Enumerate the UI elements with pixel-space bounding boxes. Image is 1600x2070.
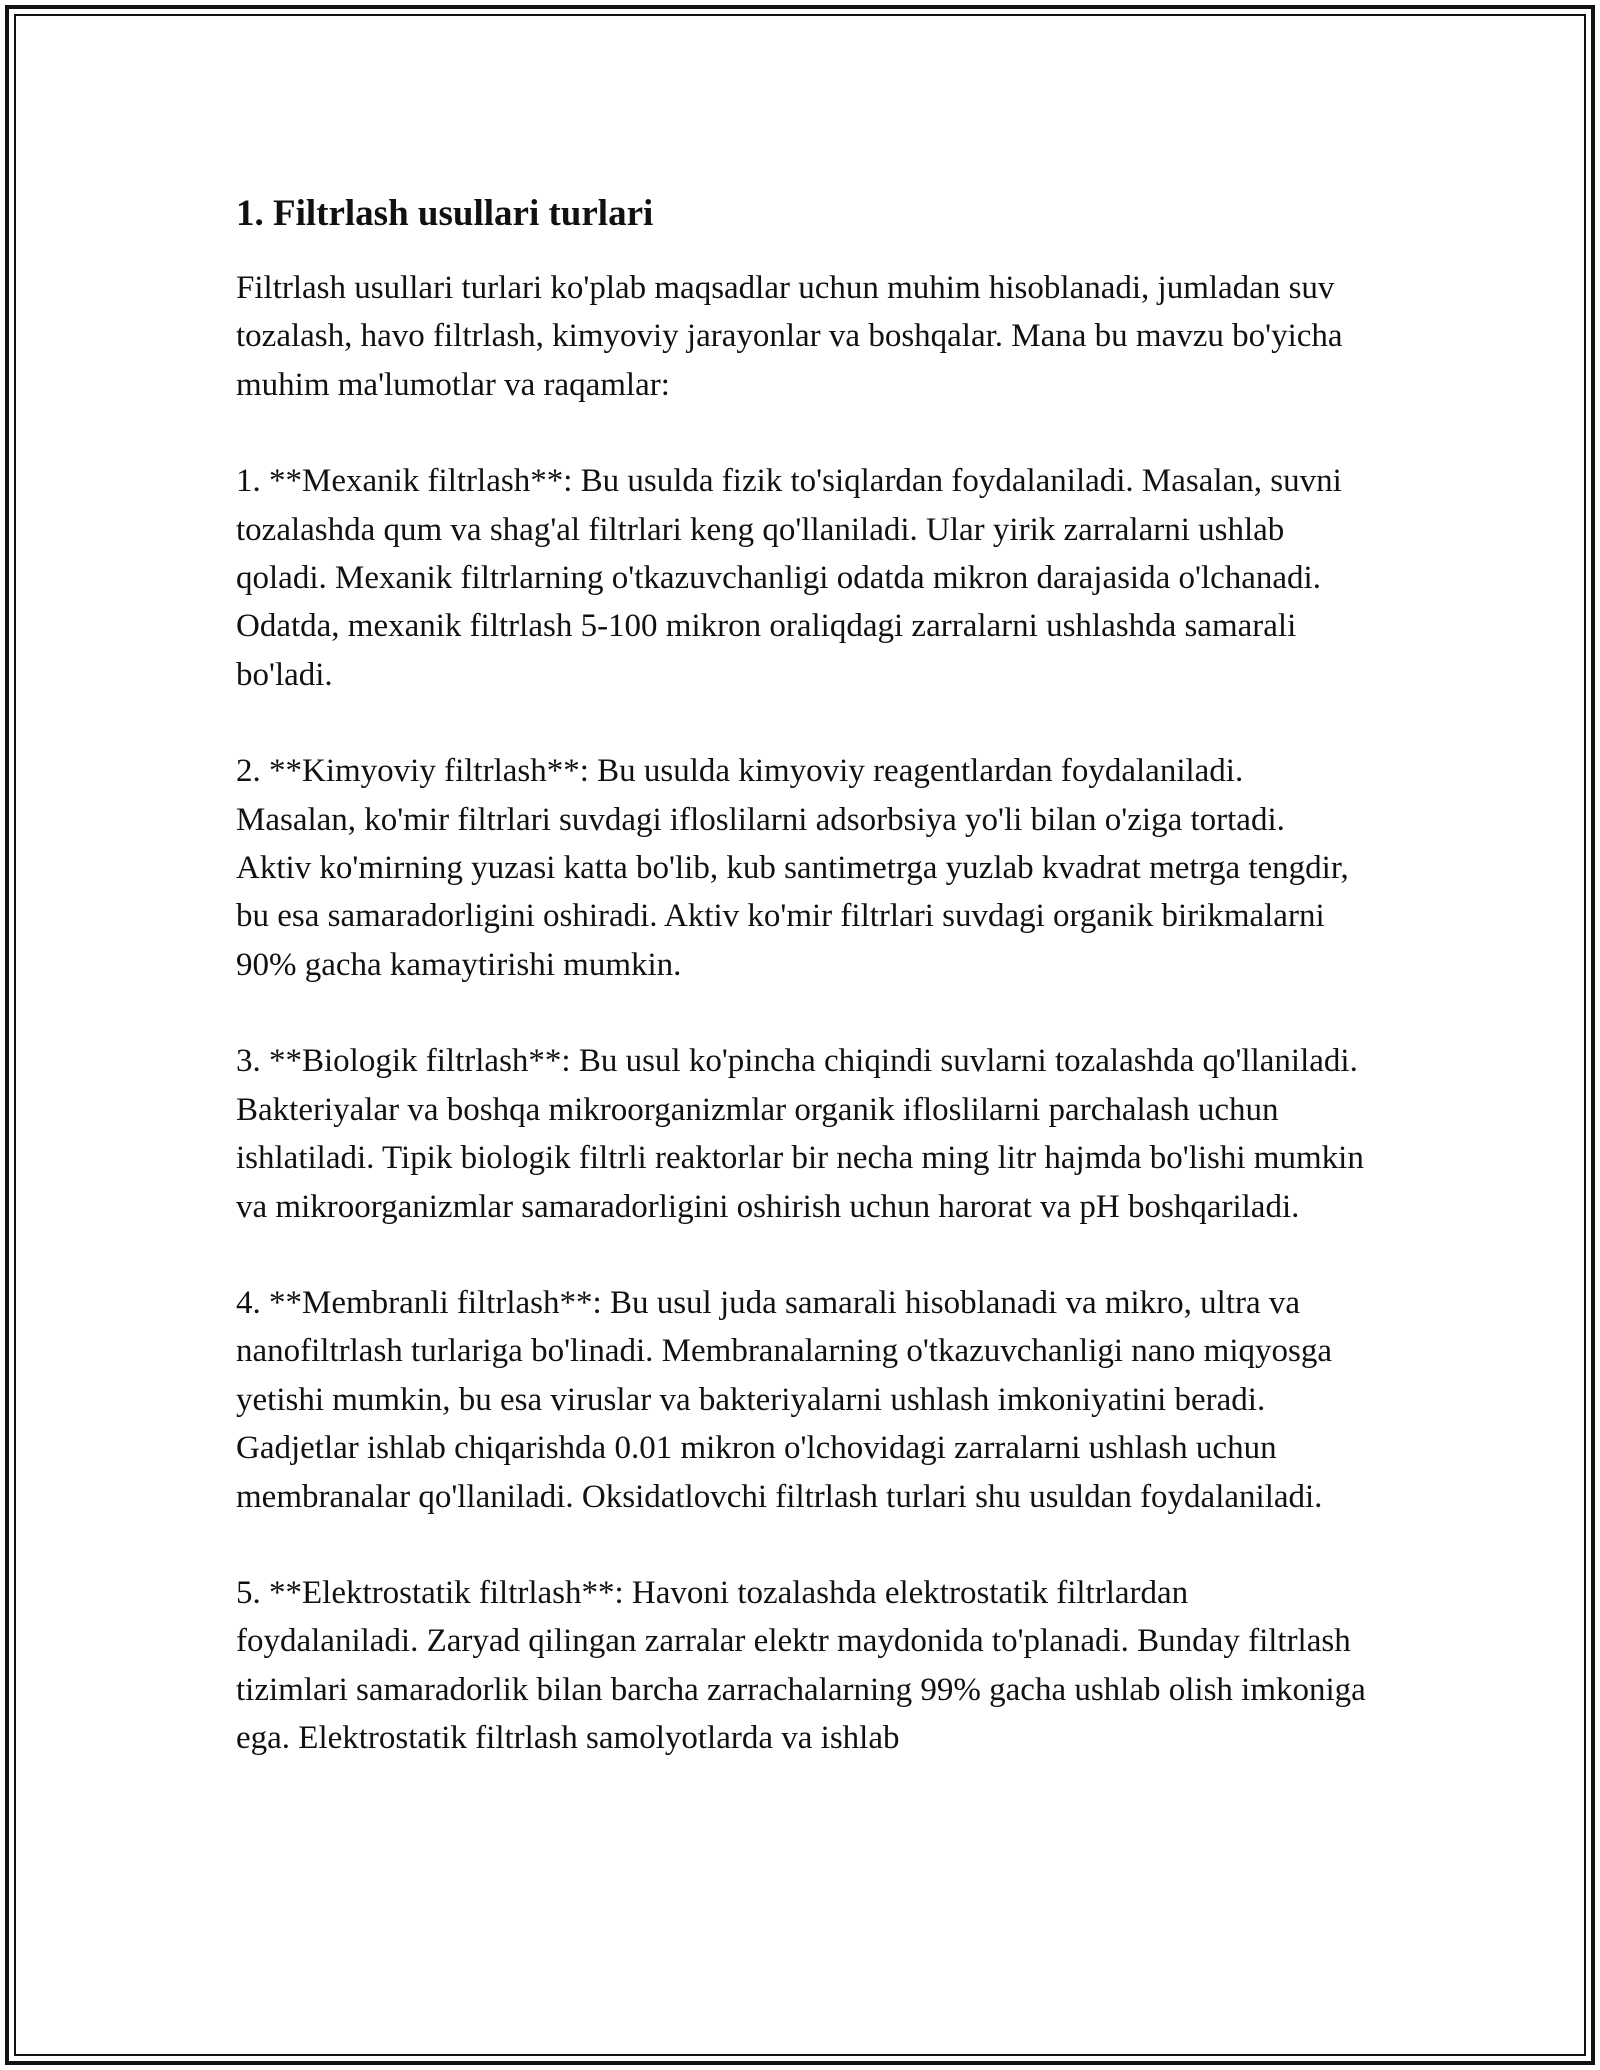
biological-filtration-paragraph: 3. **Biologik filtrlash**: Bu usul ko'pincha chiqindi suvlarni tozalashda qo'llaniladi. Bakteriyalar va boshqa mikroorganizmlar organik ifloslilarni parchalash uchun ishlatiladi. Tipik biologik filtrli reaktorlar bir necha ming litr hajmda bo'lishi mumkin va mikroorganizmlar samaradorligini oshirish uchun harorat va pH boshqariladi.	[236, 1043, 1364, 1225]
electrostatic-filtration-paragraph: 5. **Elektrostatik filtrlash**: Havoni tozalashda elektrostatik filtrlardan foydalaniladi. Zaryad qilingan zarralar elektr maydonida to'planadi. Bunday filtrlash tizimlari samaradorlik bilan barcha zarrachalarning 99% gacha ushlab olish imkoniga ega. Elektrostatik filtrlash samolyotlarda va ishlab	[236, 1574, 1366, 1757]
mechanical-filtration-paragraph: 1. **Mexanik filtrlash**: Bu usulda fizik to'siqlardan foydalaniladi. Masalan, suvni tozalashda qum va shag'al filtrlari keng qo'llaniladi. Ular yirik zarralarni ushlab qoladi. Mexanik filtrlarning o'tkazuvchanligi odatda mikron darajasida o'lchanadi. Odatda, mexanik filtrlash 5-100 mikron oraliqdagi zarralarni ushlashda samarali bo'ladi.	[236, 463, 1342, 693]
section-heading: 1. Filtrlash usullari turlari	[236, 193, 654, 234]
intro-paragraph: Filtrlash usullari turlari ko'plab maqsadlar uchun muhim hisoblanadi, jumladan suv tozalash, havo filtrlash, kimyoviy jarayonlar va boshqalar. Mana bu mavzu bo'yicha muhim ma'lumotlar va raqamlar:	[236, 270, 1343, 403]
membrane-filtration-paragraph: 4. **Membranli filtrlash**: Bu usul juda samarali hisoblanadi va mikro, ultra va nanofiltrlash turlariga bo'linadi. Membranalarning o'tkazuvchanligi nano miqyosga yetishi mumkin, bu esa viruslar va bakteriyalarni ushlash imkoniyatini beradi. Gadjetlar ishlab chiqarishda 0.01 mikron o'lchovidagi zarralarni ushlash uchun membranalar qo'llaniladi. Oksidatlovchi filtrlash turlari shu usuldan foydalaniladi.	[236, 1284, 1333, 1515]
chemical-filtration-paragraph: 2. **Kimyoviy filtrlash**: Bu usulda kimyoviy reagentlardan foydalaniladi. Masalan, ko'mir filtrlari suvdagi ifloslilarni adsorbsiya yo'li bilan o'ziga tortadi. Aktiv ko'mirning yuzasi katta bo'lib, kub santimetrga yuzlab kvadrat metrga tengdir, bu esa samaradorligini oshiradi. Aktiv ko'mir filtrlari suvdagi organik birikmalarni 90% gacha kamaytirishi mumkin.	[236, 753, 1349, 983]
document-body	[236, 188, 1366, 1811]
